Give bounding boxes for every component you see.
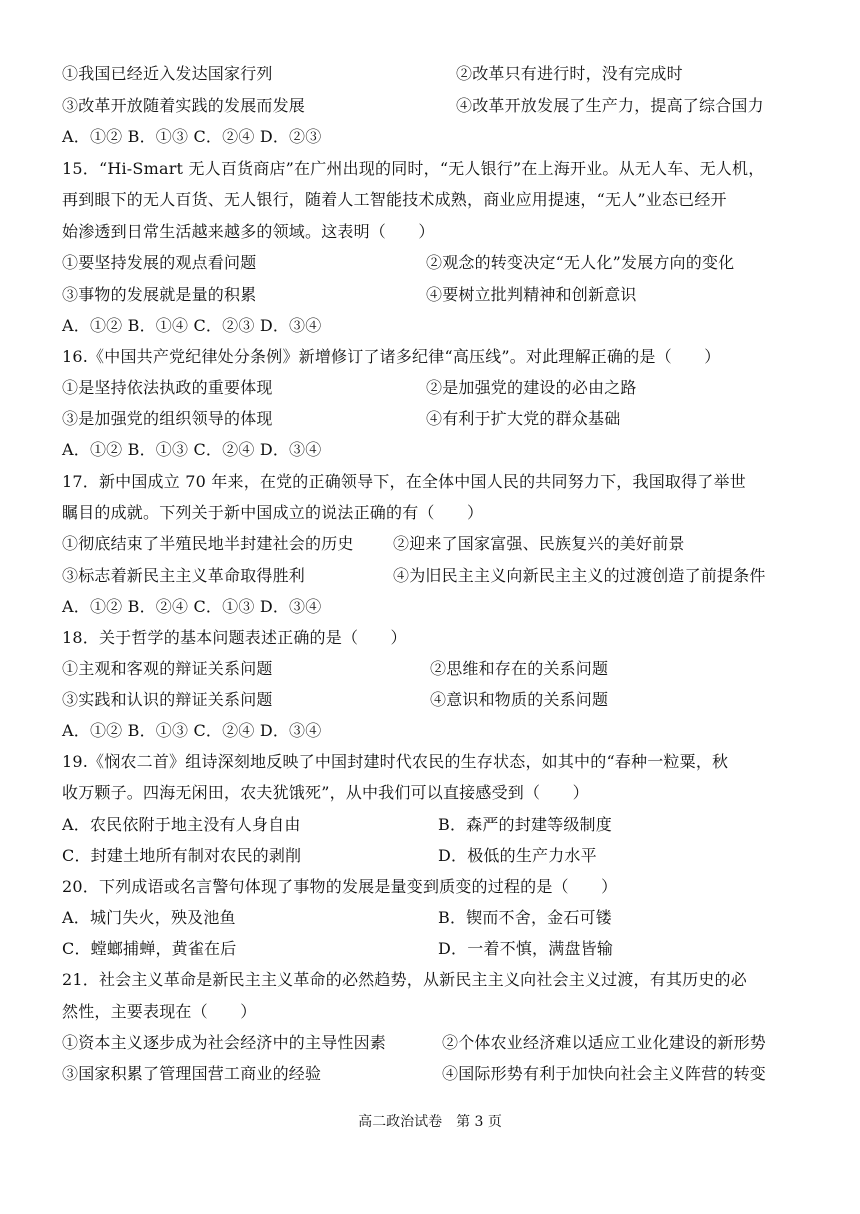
line-text: ①资本主义逐步成为社会经济中的主导性因素 [62,1033,387,1052]
text-line [62,752,802,772]
line-text: ①我国已经近入发达国家行列 [62,64,273,83]
line-text: 17．新中国成立 70 年来，在党的正确领导下，在全体中国人民的共同努力下，我国取得了举世 [62,472,746,491]
line-text: 15．“Hi-Smart 无人百货商店”在广州出现的同时，“无人银行”在上海开业。从无人车、无人机， [62,159,765,178]
text-line [62,566,802,586]
line-text-right: ④为旧民主主义向新民主主义的过渡创造了前提条件 [393,566,766,585]
line-text: 18．关于哲学的基本问题表述正确的是（ ） [62,628,407,647]
text-line [62,690,802,710]
text-line [62,1064,802,1084]
line-text: 再到眼下的无人百货、无人银行，随着人工智能技术成熟，商业应用提速，“无人”业态已经开 [62,190,727,209]
line-text: ③标志着新民主主义革命取得胜利 [62,566,306,585]
text-line [62,347,802,367]
text-line [62,659,802,679]
line-text-right: B．森严的封建等级制度 [438,815,612,834]
text-line [62,628,802,648]
line-text-right: B．锲而不舍，金石可镂 [438,908,612,927]
line-text: 始渗透到日常生活越来越多的领域。这表明（ ） [62,222,435,241]
line-text: 19.《悯农二首》组诗深刻地反映了中国封建时代农民的生存状态，如其中的“春种一粒粟，秋 [62,752,729,771]
text-line [62,534,802,554]
text-line [62,222,802,242]
line-text-right: ②改革只有进行时，没有完成时 [456,64,683,83]
text-line [62,597,802,617]
text-line [62,815,802,835]
line-text: 然性，主要表现在（ ） [62,1002,257,1021]
line-text: 20．下列成语或名言警句体现了事物的发展是量变到质变的过程的是（ ） [62,877,618,896]
line-text: A．农民依附于地主没有人身自由 [62,815,301,834]
line-text: 瞩目的成就。下列关于新中国成立的说法正确的有（ ） [62,503,484,522]
text-line [62,159,802,179]
text-line [62,64,802,84]
text-line [62,721,802,741]
line-text: ①是坚持依法执政的重要体现 [62,378,273,397]
line-text: ①要坚持发展的观点看问题 [62,253,257,272]
page-footer: 高二政治试卷 第 3 页 [358,1114,502,1130]
line-text: A．①② B．①③ C．②④ D．③④ [62,721,322,740]
line-text: 16.《中国共产党纪律处分条例》新增修订了诸多纪律“高压线”。对此理解正确的是（ ） [62,347,721,366]
line-text-right: ④国际形势有利于加快向社会主义阵营的转变 [442,1064,767,1083]
text-line [62,472,802,492]
line-text-right: ②观念的转变决定“无人化”发展方向的变化 [426,253,735,272]
text-line [62,378,802,398]
line-text-right: D．一着不慎，满盘皆输 [438,939,614,958]
line-text: ③是加强党的组织领导的体现 [62,409,273,428]
text-line [62,409,802,429]
text-line [62,877,802,897]
text-line [62,970,802,990]
line-text: ③事物的发展就是量的积累 [62,285,257,304]
line-text-right: ②思维和存在的关系问题 [430,659,609,678]
line-text: A．①② B．②④ C．①③ D．③④ [62,597,322,616]
line-text-right: ②迎来了国家富强、民族复兴的美好前景 [393,534,685,553]
text-line [62,285,802,305]
text-line [62,503,802,523]
line-text: C．螳螂捕蝉，黄雀在后 [62,939,237,958]
text-line [62,1002,802,1022]
text-line [62,127,802,147]
line-text: A．①② B．①④ C．②③ D．③④ [62,316,322,335]
text-line [62,440,802,460]
text-line [62,1033,802,1053]
line-text: A．城门失火，殃及池鱼 [62,908,236,927]
line-text-right: ④有利于扩大党的群众基础 [426,409,621,428]
text-line [62,908,802,928]
line-text: A．①② B．①③ C．②④ D．②③ [62,127,322,146]
line-text-right: D．极低的生产力水平 [438,846,597,865]
text-line [62,253,802,273]
line-text-right: ②个体农业经济难以适应工业化建设的新形势 [442,1033,767,1052]
text-line [62,316,802,336]
line-text: ③实践和认识的辩证关系问题 [62,690,273,709]
line-text: A．①② B．①③ C．②④ D．③④ [62,440,322,459]
line-text: ③改革开放随着实践的发展而发展 [62,96,306,115]
text-line [62,846,802,866]
line-text: ①彻底结束了半殖民地半封建社会的历史 [62,534,354,553]
line-text: 21．社会主义革命是新民主主义革命的必然趋势，从新民主主义向社会主义过渡，有其历史的必 [62,970,747,989]
line-text-right: ④意识和物质的关系问题 [430,690,609,709]
line-text: 收万颗子。四海无闲田，农夫犹饿死”，从中我们可以直接感受到（ ） [62,783,589,802]
line-text-right: ④要树立批判精神和创新意识 [426,285,637,304]
line-text: C．封建土地所有制对农民的剥削 [62,846,302,865]
line-text: ③国家积累了管理国营工商业的经验 [62,1064,322,1083]
line-text-right: ②是加强党的建设的必由之路 [426,378,637,397]
line-text-right: ④改革开放发展了生产力，提高了综合国力 [456,96,764,115]
text-line [62,783,802,803]
text-line [62,190,802,210]
text-line [62,939,802,959]
text-line [62,96,802,116]
line-text: ①主观和客观的辩证关系问题 [62,659,273,678]
